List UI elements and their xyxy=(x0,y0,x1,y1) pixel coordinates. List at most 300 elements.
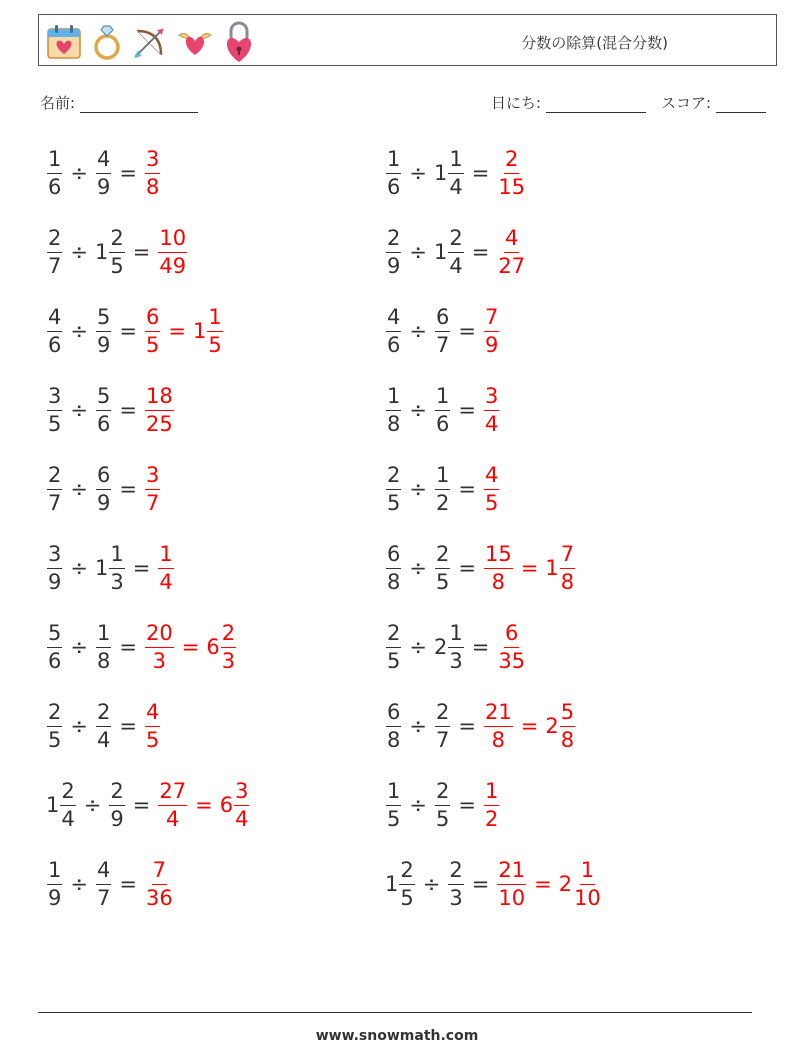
number xyxy=(46,541,63,594)
whole-number: 2 xyxy=(558,871,573,896)
fraction xyxy=(386,383,401,436)
fraction xyxy=(109,225,124,278)
fraction xyxy=(386,304,401,357)
fraction xyxy=(386,699,401,752)
fraction xyxy=(234,778,249,831)
fraction xyxy=(386,146,401,199)
problem xyxy=(385,856,603,912)
denominator: 7 xyxy=(145,490,160,515)
whole-number: 1 xyxy=(433,160,448,185)
whole-number: 1 xyxy=(433,239,448,264)
numerator: 2 xyxy=(60,781,75,806)
denominator: 8 xyxy=(491,569,506,594)
numerator: 2 xyxy=(47,228,62,253)
problem xyxy=(46,856,175,912)
divide-sign: ÷ xyxy=(409,397,427,422)
problem xyxy=(385,698,576,754)
fraction xyxy=(448,146,463,199)
number xyxy=(95,857,112,910)
numerator: 2 xyxy=(435,702,450,727)
denominator: 9 xyxy=(96,332,111,357)
fraction xyxy=(435,541,450,594)
numerator: 2 xyxy=(448,860,463,885)
denominator: 5 xyxy=(48,411,62,436)
number xyxy=(496,225,527,278)
fraction xyxy=(497,225,526,278)
denominator: 5 xyxy=(145,727,160,752)
fraction xyxy=(60,778,75,831)
problem xyxy=(46,698,161,754)
denominator: 5 xyxy=(110,253,124,278)
numerator: 2 xyxy=(386,465,401,490)
number xyxy=(385,383,402,436)
fraction xyxy=(47,541,62,594)
equals-sign: = xyxy=(132,555,151,580)
fraction xyxy=(145,304,160,357)
number xyxy=(46,383,63,436)
score-blank xyxy=(716,97,766,113)
denominator: 5 xyxy=(435,806,450,831)
answer xyxy=(144,304,224,357)
denominator: 9 xyxy=(48,569,62,594)
fraction xyxy=(484,541,513,594)
fraction xyxy=(47,620,62,673)
number xyxy=(95,304,112,357)
denominator: 7 xyxy=(435,727,450,752)
winged-heart-icon xyxy=(175,23,215,61)
number xyxy=(144,857,175,910)
fraction xyxy=(386,541,401,594)
denominator: 8 xyxy=(491,727,506,752)
numerator: 5 xyxy=(560,702,575,727)
fraction xyxy=(484,778,499,831)
denominator: 4 xyxy=(96,727,111,752)
number xyxy=(385,462,402,515)
answer xyxy=(483,541,576,594)
fraction xyxy=(96,462,111,515)
numerator: 3 xyxy=(484,386,499,411)
equals-sign: = xyxy=(119,397,137,422)
divide-sign: ÷ xyxy=(409,713,427,738)
numerator: 1 xyxy=(47,149,62,174)
answer xyxy=(483,699,576,752)
number xyxy=(95,462,112,515)
numerator: 4 xyxy=(47,307,62,332)
answer xyxy=(144,699,161,752)
fraction xyxy=(207,304,222,357)
fraction xyxy=(399,857,414,910)
whole-number: 2 xyxy=(433,634,448,659)
answer xyxy=(144,146,161,199)
equals-sign: = xyxy=(119,634,137,659)
answer xyxy=(496,146,527,199)
number xyxy=(157,225,188,278)
whole-number: 1 xyxy=(545,555,559,580)
number xyxy=(434,383,451,436)
problem xyxy=(46,303,224,359)
numerator: 21 xyxy=(484,702,513,727)
numerator: 2 xyxy=(435,781,450,806)
number xyxy=(385,541,402,594)
denominator: 15 xyxy=(498,174,526,199)
denominator: 10 xyxy=(574,885,601,910)
number xyxy=(496,620,527,673)
number xyxy=(385,225,402,278)
numerator: 20 xyxy=(145,623,174,648)
denominator: 7 xyxy=(48,253,62,278)
numerator: 4 xyxy=(386,307,401,332)
number xyxy=(144,462,161,515)
number xyxy=(385,146,402,199)
numerator: 3 xyxy=(145,465,160,490)
number xyxy=(206,620,237,673)
fraction xyxy=(497,620,526,673)
number xyxy=(434,304,451,357)
number xyxy=(94,541,126,594)
fraction xyxy=(145,462,160,515)
number xyxy=(483,462,500,515)
denominator: 3 xyxy=(221,648,236,673)
numerator: 2 xyxy=(96,702,111,727)
equals-sign: = xyxy=(132,239,151,264)
denominator: 4 xyxy=(159,569,173,594)
number xyxy=(447,857,464,910)
denominator: 4 xyxy=(166,806,180,831)
numerator: 2 xyxy=(435,544,450,569)
fraction xyxy=(435,304,450,357)
worksheet-header xyxy=(38,14,777,66)
denominator: 7 xyxy=(48,490,62,515)
number xyxy=(483,304,500,357)
numerator: 1 xyxy=(386,386,401,411)
denominator: 8 xyxy=(560,727,575,752)
whole-number: 1 xyxy=(46,792,60,817)
fraction xyxy=(435,778,450,831)
numerator: 4 xyxy=(145,702,160,727)
fraction xyxy=(145,383,174,436)
number xyxy=(496,857,527,910)
fraction xyxy=(386,778,401,831)
number xyxy=(46,462,63,515)
numerator: 5 xyxy=(96,386,111,411)
equals-sign: = xyxy=(471,160,490,185)
divide-sign: ÷ xyxy=(70,713,88,738)
equals-sign: = xyxy=(181,634,200,659)
fraction xyxy=(96,699,111,752)
heart-padlock-icon xyxy=(221,20,257,64)
numerator: 3 xyxy=(47,386,62,411)
problem xyxy=(46,145,161,201)
denominator: 5 xyxy=(435,569,450,594)
number xyxy=(46,620,63,673)
equals-sign: = xyxy=(168,318,186,343)
denominator: 9 xyxy=(387,253,401,278)
number xyxy=(95,383,112,436)
divide-sign: ÷ xyxy=(70,160,88,185)
numerator: 6 xyxy=(145,307,160,332)
numerator: 3 xyxy=(145,149,160,174)
denominator: 4 xyxy=(235,806,249,831)
denominator: 5 xyxy=(208,332,222,357)
date-label: 日にち: xyxy=(491,94,542,112)
problem xyxy=(385,303,500,359)
whole-number: 6 xyxy=(206,634,220,659)
equals-sign: = xyxy=(458,397,476,422)
fraction xyxy=(573,857,602,910)
numerator: 2 xyxy=(386,623,401,648)
fraction xyxy=(435,462,450,515)
equals-sign: = xyxy=(471,871,490,896)
number xyxy=(46,778,77,831)
denominator: 27 xyxy=(498,253,526,278)
number xyxy=(545,699,576,752)
numerator: 1 xyxy=(386,781,401,806)
numerator: 2 xyxy=(386,228,401,253)
denominator: 5 xyxy=(400,885,414,910)
denominator: 5 xyxy=(387,490,401,515)
denominator: 9 xyxy=(110,806,124,831)
whole-number: 1 xyxy=(94,555,109,580)
equals-sign: = xyxy=(471,634,490,659)
fraction xyxy=(47,146,62,199)
numerator: 2 xyxy=(448,228,463,253)
fraction xyxy=(47,304,62,357)
fraction xyxy=(386,462,401,515)
equals-sign: = xyxy=(534,871,552,896)
denominator: 7 xyxy=(96,885,111,910)
numerator: 2 xyxy=(47,702,62,727)
divide-sign: ÷ xyxy=(409,792,427,817)
number xyxy=(385,857,416,910)
number xyxy=(94,225,126,278)
denominator: 35 xyxy=(498,648,526,673)
denominator: 9 xyxy=(48,885,62,910)
number xyxy=(192,304,224,357)
fraction xyxy=(109,541,124,594)
numerator: 1 xyxy=(207,307,222,332)
fraction xyxy=(484,304,499,357)
number xyxy=(157,541,174,594)
numerator: 1 xyxy=(448,149,463,174)
diamond-ring-icon xyxy=(89,23,125,61)
equals-sign: = xyxy=(119,713,137,738)
answer xyxy=(144,620,237,673)
denominator: 5 xyxy=(484,490,499,515)
problem xyxy=(46,224,188,280)
denominator: 4 xyxy=(484,411,499,436)
number xyxy=(433,225,465,278)
fraction xyxy=(96,383,111,436)
numerator: 6 xyxy=(96,465,111,490)
equals-sign: = xyxy=(520,555,539,580)
numerator: 3 xyxy=(47,544,62,569)
denominator: 3 xyxy=(449,648,463,673)
numerator: 2 xyxy=(399,860,414,885)
number xyxy=(95,620,112,673)
number xyxy=(46,304,63,357)
denominator: 8 xyxy=(145,174,160,199)
number xyxy=(483,383,500,436)
fraction xyxy=(221,620,236,673)
number xyxy=(46,699,63,752)
fraction xyxy=(96,857,111,910)
numerator: 6 xyxy=(386,702,401,727)
number xyxy=(95,699,112,752)
score-label: スコア: xyxy=(661,94,712,112)
answer xyxy=(157,225,188,278)
numerator: 1 xyxy=(158,544,173,569)
answer xyxy=(157,778,250,831)
number xyxy=(157,778,188,831)
header-icons xyxy=(45,19,263,65)
fraction xyxy=(158,778,187,831)
problem xyxy=(385,382,500,438)
denominator: 7 xyxy=(435,332,450,357)
divide-sign: ÷ xyxy=(409,555,427,580)
divide-sign: ÷ xyxy=(70,476,88,501)
numerator: 4 xyxy=(484,465,499,490)
fraction xyxy=(560,699,575,752)
number xyxy=(46,225,63,278)
numerator: 2 xyxy=(109,228,124,253)
denominator: 2 xyxy=(484,806,499,831)
fraction xyxy=(386,225,401,278)
denominator: 8 xyxy=(387,569,401,594)
number xyxy=(385,699,402,752)
problem xyxy=(385,461,500,517)
fraction xyxy=(497,857,526,910)
denominator: 6 xyxy=(96,411,111,436)
numerator: 5 xyxy=(47,623,62,648)
divide-sign: ÷ xyxy=(83,792,102,817)
number xyxy=(434,462,451,515)
number xyxy=(434,699,451,752)
numerator: 4 xyxy=(96,149,111,174)
number xyxy=(483,541,514,594)
denominator: 4 xyxy=(449,253,463,278)
answer xyxy=(483,304,500,357)
divide-sign: ÷ xyxy=(409,634,427,659)
numerator: 1 xyxy=(484,781,499,806)
problem xyxy=(385,619,527,675)
number xyxy=(219,778,251,831)
answer xyxy=(144,383,175,436)
denominator: 6 xyxy=(387,174,401,199)
number xyxy=(433,146,465,199)
worksheet-title: 分数の除算(混合分数) xyxy=(521,34,668,52)
numerator: 7 xyxy=(484,307,499,332)
fraction xyxy=(435,699,450,752)
denominator: 49 xyxy=(159,253,187,278)
number xyxy=(108,778,125,831)
whole-number: 1 xyxy=(94,239,109,264)
fraction xyxy=(47,383,62,436)
denominator: 8 xyxy=(96,648,111,673)
number xyxy=(385,778,402,831)
number xyxy=(385,620,402,673)
fraction xyxy=(47,857,62,910)
numerator: 7 xyxy=(560,544,575,569)
fraction xyxy=(47,699,62,752)
number xyxy=(46,857,63,910)
number xyxy=(46,146,63,199)
fraction xyxy=(109,778,124,831)
footer-divider xyxy=(38,1012,752,1013)
numerator: 5 xyxy=(96,307,111,332)
divide-sign: ÷ xyxy=(409,239,427,264)
denominator: 8 xyxy=(387,411,401,436)
fraction xyxy=(158,225,187,278)
equals-sign: = xyxy=(132,792,151,817)
answer xyxy=(496,225,527,278)
whole-number: 1 xyxy=(192,318,207,343)
answer xyxy=(157,541,174,594)
fraction xyxy=(560,541,575,594)
number xyxy=(385,304,402,357)
problem xyxy=(46,619,237,675)
equals-sign: = xyxy=(119,160,137,185)
problem xyxy=(385,540,576,596)
numerator: 1 xyxy=(448,623,463,648)
answer xyxy=(496,857,602,910)
denominator: 5 xyxy=(145,332,160,357)
divide-sign: ÷ xyxy=(409,160,427,185)
problem xyxy=(385,224,527,280)
numerator: 21 xyxy=(497,860,526,885)
fraction xyxy=(145,146,160,199)
number xyxy=(434,541,451,594)
number xyxy=(144,146,161,199)
equals-sign: = xyxy=(195,792,213,817)
fraction xyxy=(145,620,174,673)
divide-sign: ÷ xyxy=(70,634,88,659)
fraction xyxy=(145,699,160,752)
fraction xyxy=(145,857,174,910)
numerator: 1 xyxy=(435,386,450,411)
name-blank xyxy=(80,97,198,113)
number xyxy=(144,620,175,673)
denominator: 25 xyxy=(145,411,173,436)
problem xyxy=(46,382,175,438)
denominator: 5 xyxy=(387,648,401,673)
numerator: 1 xyxy=(580,860,595,885)
cupid-bow-arrow-icon xyxy=(131,23,169,61)
number xyxy=(433,620,465,673)
calendar-heart-icon xyxy=(45,23,83,61)
denominator: 8 xyxy=(560,569,575,594)
numerator: 2 xyxy=(221,623,236,648)
numerator: 2 xyxy=(504,149,519,174)
number xyxy=(558,857,603,910)
divide-sign: ÷ xyxy=(70,397,88,422)
problem xyxy=(385,145,527,201)
denominator: 9 xyxy=(96,490,111,515)
fraction xyxy=(96,146,111,199)
numerator: 2 xyxy=(47,465,62,490)
equals-sign: = xyxy=(458,318,476,343)
divide-sign: ÷ xyxy=(409,476,427,501)
whole-number: 2 xyxy=(545,713,559,738)
numerator: 3 xyxy=(234,781,249,806)
equals-sign: = xyxy=(458,555,476,580)
numerator: 7 xyxy=(152,860,167,885)
number xyxy=(496,146,527,199)
denominator: 9 xyxy=(96,174,111,199)
numerator: 1 xyxy=(96,623,111,648)
denominator: 2 xyxy=(435,490,450,515)
problem xyxy=(46,540,175,596)
problem xyxy=(46,777,250,833)
